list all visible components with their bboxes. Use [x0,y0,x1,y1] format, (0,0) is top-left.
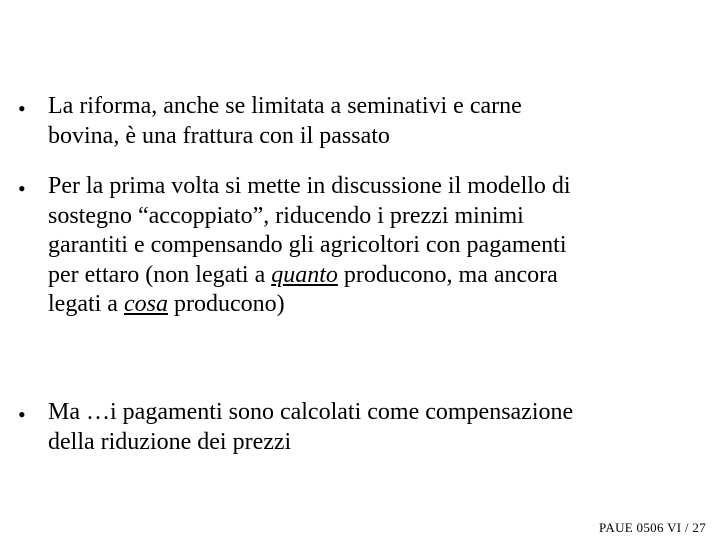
text-fragment: producono, ma ancora [337,261,558,288]
text-line [48,261,688,291]
text-line [48,290,688,320]
bullet-icon: • [18,176,26,201]
bullet-text [48,398,688,457]
text-line: Per la prima volta si mette in discussione il modello di [48,173,571,199]
text-fragment: legati a [48,291,124,317]
text-line: bovina, è una frattura con il passato [48,122,390,149]
text-line: Ma …i pagamenti sono calcolati come compensazione [48,399,574,425]
bullet-icon: • [18,96,26,121]
bullet-icon: • [18,402,26,427]
bullet-text [48,172,688,320]
bullet-text [48,92,688,151]
text-fragment: producono) [167,291,285,317]
slide-footer: PAUE 0506 VI / 27 [599,520,706,535]
text-line: sostegno “accoppiato”, riducendo i prezzi minimi [48,202,524,229]
text-line: La riforma, anche se limitata a seminativi e carne [48,93,522,119]
text-line: garantiti e compensando gli agricoltori con pagamenti [48,232,567,258]
emphasis-cosa: cosa [123,291,168,317]
text-fragment: per ettaro (non legati a [48,261,272,288]
text-line: della riduzione dei prezzi [48,428,292,455]
emphasis-quanto: quanto [271,261,338,288]
